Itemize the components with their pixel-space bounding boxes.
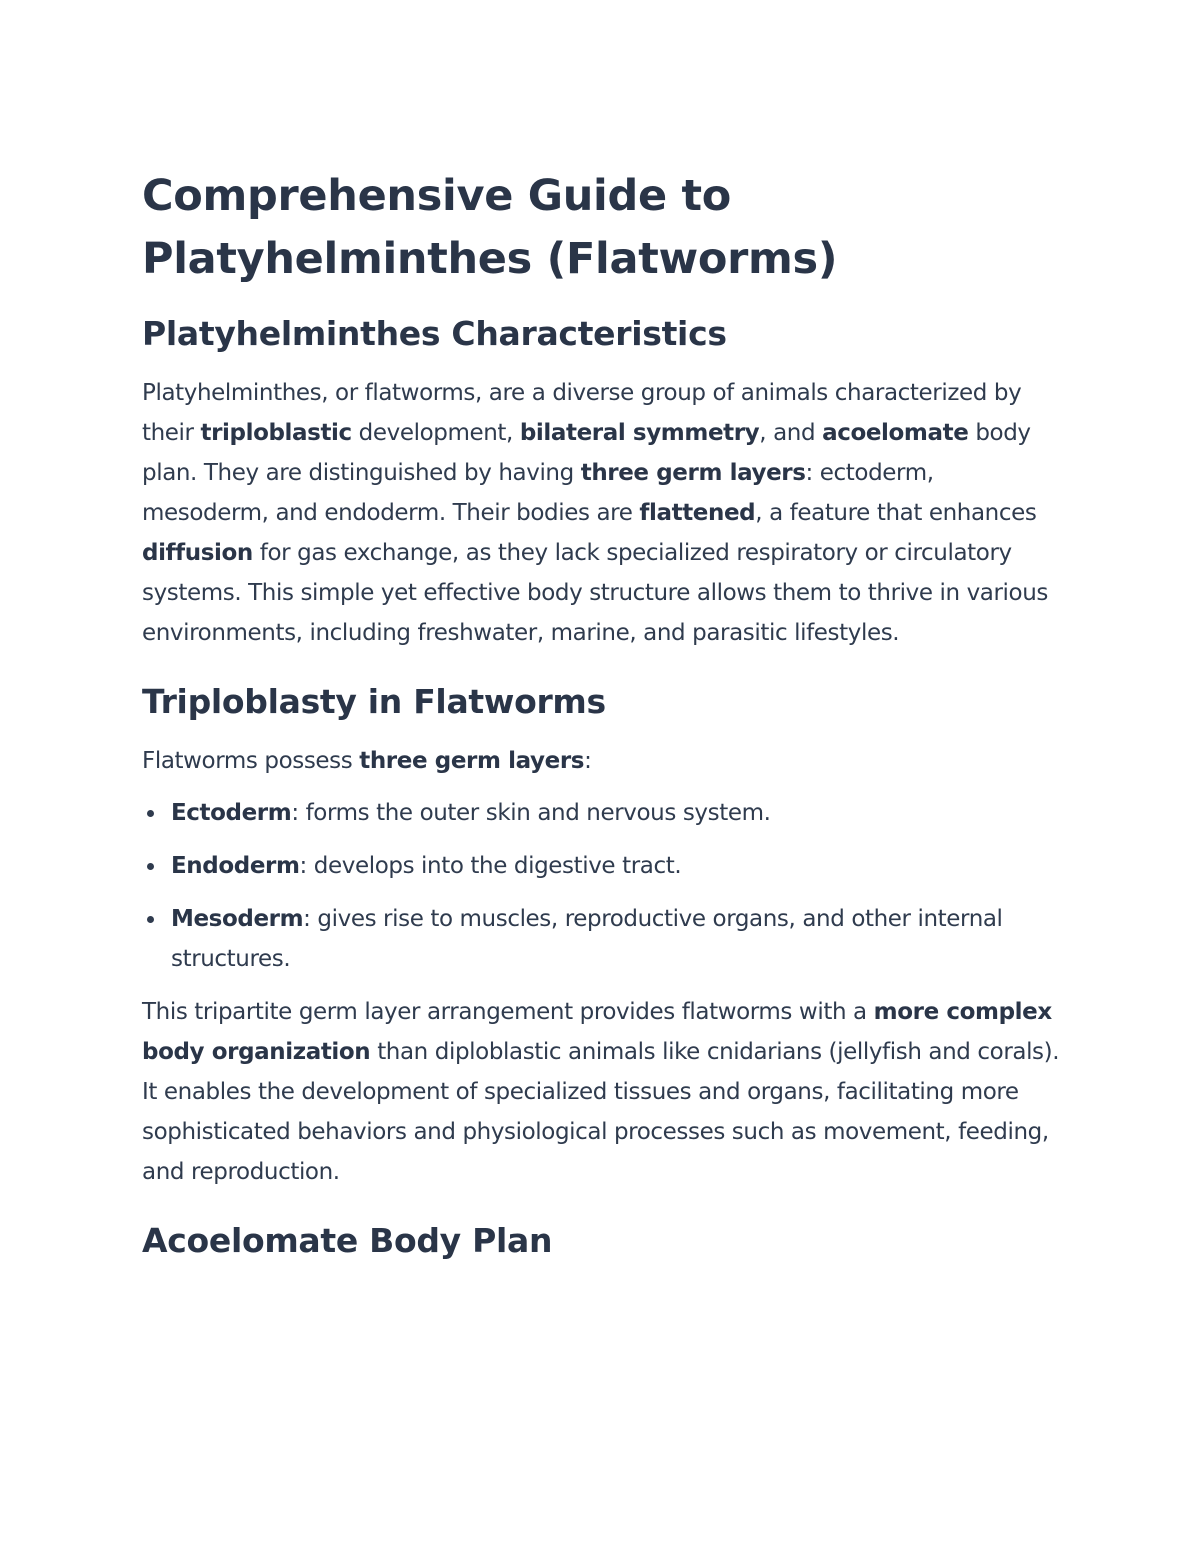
paragraph-triploblasty-outro — [142, 992, 1067, 1192]
list-item-term: Mesoderm — [171, 906, 304, 932]
heading-characteristics: Platyhelminthes Characteristics — [142, 314, 727, 353]
heading-acoelomate: Acoelomate Body Plan — [142, 1221, 553, 1260]
list-item-term: Ectoderm — [171, 800, 292, 826]
bold-text: acoelomate — [822, 420, 969, 446]
text-run: , and — [759, 420, 823, 446]
paragraph-characteristics — [142, 373, 1067, 653]
list-item-desc: : forms the outer skin and nervous system. — [291, 800, 771, 826]
text-run: body plan. They are distinguished by having — [142, 420, 1031, 486]
text-run: than diploblastic animals like cnidarians (jellyfish and corals). It enables the development of specialized tissues and organs, facilitating more sophisticated behaviors and physiological processes such as movement, feeding, and reproduction. — [142, 1039, 1060, 1185]
germ-layer-list — [142, 793, 1067, 979]
list-item-desc: : develops into the digestive tract. — [299, 853, 682, 879]
bold-text: triploblastic — [200, 420, 352, 446]
list-item — [171, 899, 1067, 979]
text-run: : — [584, 748, 592, 774]
list-item-term: Endoderm — [171, 853, 300, 879]
page-title: Comprehensive Guide to Platyhelminthes (Flatworms) — [142, 171, 838, 284]
bold-text: three germ layers — [359, 748, 585, 774]
bold-text: more complex body organization — [142, 999, 1052, 1065]
document-content — [142, 165, 1067, 1262]
text-run: development, — [351, 420, 520, 446]
bold-text: flattened — [639, 500, 756, 526]
bold-text: three germ layers — [580, 460, 806, 486]
list-item — [171, 846, 1067, 886]
text-run: , a feature that enhances — [755, 500, 1037, 526]
text-run: Platyhelminthes, or flatworms, are a diverse group of animals characterized by their — [142, 380, 1022, 446]
text-run: This tripartite germ layer arrangement provides flatworms with a — [142, 999, 874, 1025]
list-item — [171, 793, 1067, 833]
bold-text: bilateral symmetry — [519, 420, 760, 446]
heading-triploblasty: Triploblasty in Flatworms — [142, 682, 606, 721]
paragraph-triploblasty-intro — [142, 741, 1067, 781]
text-run: for gas exchange, as they lack specialized respiratory or circulatory systems. This simple yet effective body structure allows them to thrive in various environments, including freshwater, marine, and parasitic lifestyles. — [142, 540, 1048, 646]
bold-text: diffusion — [142, 540, 253, 566]
text-run: : ectoderm, mesoderm, and endoderm. Their bodies are — [142, 460, 934, 526]
list-item-desc: : gives rise to muscles, reproductive organs, and other internal structures. — [171, 906, 1003, 972]
text-run: Flatworms possess — [142, 748, 360, 774]
